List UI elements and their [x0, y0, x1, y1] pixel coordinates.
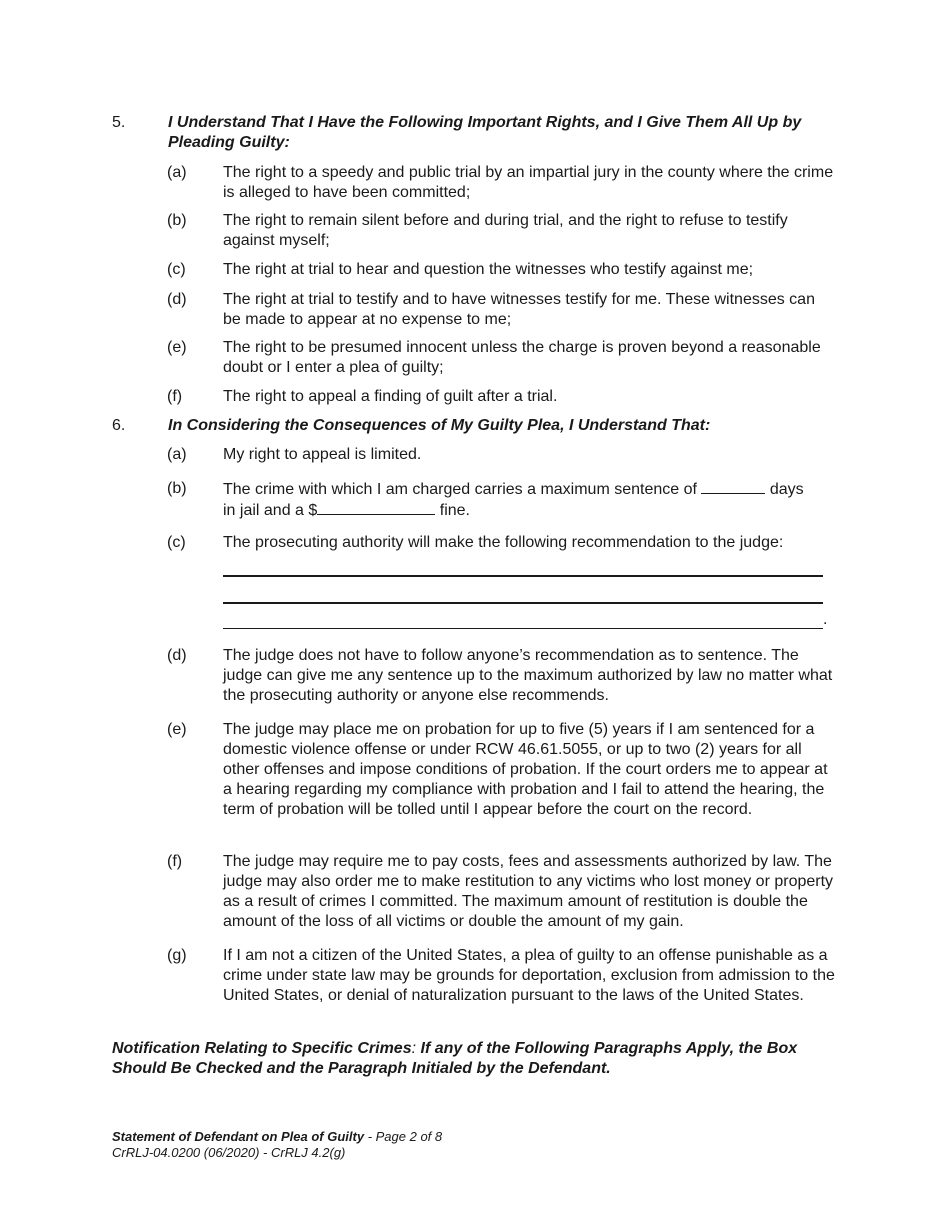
fine-text: fine.	[439, 502, 470, 519]
max-days-blank[interactable]	[701, 479, 765, 494]
item-text: The judge does not have to follow anyone’s recommendation as to sentence. The judge can give me any sentence up to the maximum authorized by law no matter what the prosecuting authority or anyone else recommends.	[223, 647, 833, 704]
item-label: (c)	[167, 261, 186, 278]
section-number: 5.	[112, 114, 126, 131]
footer-form-number: CrRLJ-04.0200 (06/2020) - CrRLJ 4.2(g)	[112, 1145, 346, 1160]
item-label: (g)	[167, 947, 187, 964]
fine-amount-blank[interactable]	[317, 500, 435, 515]
item-text: The prosecuting authority will make the following recommendation to the judge:	[223, 534, 784, 551]
footer-title-line	[112, 1129, 442, 1145]
item-text: The right to appeal a finding of guilt after a trial.	[223, 388, 558, 405]
notification-lead: Notification Relating to Specific Crimes	[112, 1040, 412, 1057]
recommendation-line[interactable]	[223, 602, 823, 604]
item-label: (b)	[167, 212, 187, 229]
item-text: The right to remain silent before and during trial, and the right to refuse to testify against myself;	[223, 212, 788, 249]
item-label: (d)	[167, 647, 187, 664]
days-text: days	[769, 481, 804, 498]
line-end-mark: .	[823, 611, 828, 628]
page-footer	[112, 1129, 442, 1161]
recommendation-line[interactable]	[223, 628, 823, 629]
item-text: The right to be presumed innocent unless the charge is proven beyond a reasonable doubt or I enter a plea of guilty;	[223, 339, 821, 376]
item-label: (b)	[167, 480, 187, 497]
item-text: The judge may require me to pay costs, fees and assessments authorized by law. The judge may also order me to make restitution to any victims who lost money or property as a result of crimes I committed. The maximum amount of restitution is double the amount of the loss of all victims or double the amount of my gain.	[223, 853, 834, 930]
notification-heading	[112, 1039, 842, 1079]
section-heading: I Understand That I Have the Following Important Rights, and I Give Them All Up by Pleading Guilty:	[168, 114, 802, 151]
section-number: 6.	[112, 417, 126, 434]
sentence-text: The crime with which I am charged carries a maximum sentence of	[223, 481, 697, 498]
item-label: (a)	[167, 446, 187, 463]
item-label: (e)	[167, 721, 187, 738]
item-label: (f)	[167, 853, 183, 870]
item-label: (f)	[167, 388, 183, 405]
footer-title: Statement of Defendant on Plea of Guilty	[112, 1129, 365, 1144]
footer-page: - Page 2 of 8	[364, 1129, 443, 1144]
recommendation-line[interactable]	[223, 575, 823, 577]
item-text	[223, 479, 837, 521]
item-text: The right at trial to hear and question the witnesses who testify against me;	[223, 261, 754, 278]
notification-rest: If any of the Following Paragraphs Apply, the Box Should Be Checked and the Paragraph Initialed by the Defendant.	[112, 1040, 798, 1077]
item-text: If I am not a citizen of the United States, a plea of guilty to an offense punishable as a crime under state law may be grounds for deportation, exclusion from admission to the United States, or denial of naturalization pursuant to the laws of the United States.	[223, 947, 835, 1004]
jail-text: in jail and a $	[223, 502, 318, 519]
item-label: (c)	[167, 534, 186, 551]
item-label: (d)	[167, 291, 187, 308]
item-text: The right at trial to testify and to have witnesses testify for me. These witnesses can be made to appear at no expense to me;	[223, 291, 815, 328]
item-text: The right to a speedy and public trial by an impartial jury in the county where the crime is alleged to have been committed;	[223, 164, 834, 201]
item-text: My right to appeal is limited.	[223, 446, 422, 463]
item-text: The judge may place me on probation for up to five (5) years if I am sentenced for a domestic violence offense or under RCW 46.61.5055, or up to two (2) years for all other offenses and impose conditions of probation. If the court orders me to appear at a hearing regarding my compliance with probation and I fail to attend the hearing, the term of probation will be tolled until I appear before the court on the record.	[223, 721, 828, 818]
item-label: (a)	[167, 164, 187, 181]
notification-separator: :	[411, 1040, 421, 1057]
section-heading: In Considering the Consequences of My Guilty Plea, I Understand That:	[168, 417, 711, 434]
item-label: (e)	[167, 339, 187, 356]
